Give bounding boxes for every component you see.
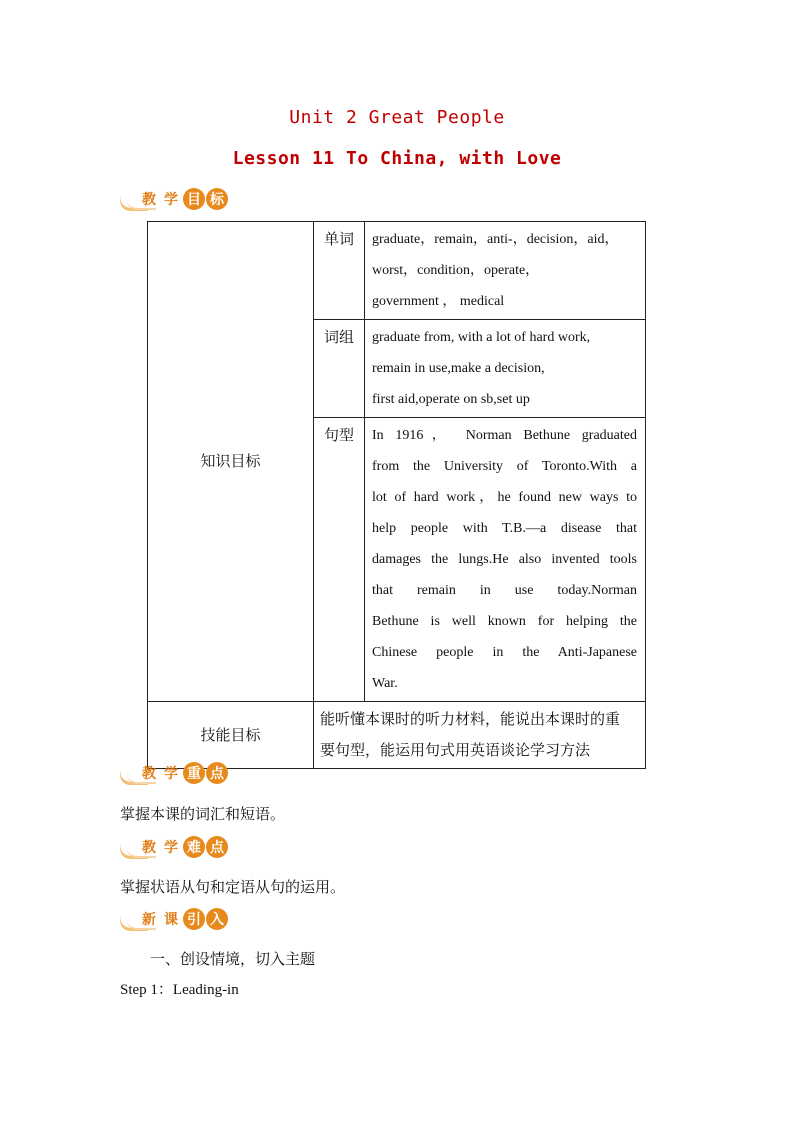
knowledge-objectives-label: 知识目标: [148, 222, 314, 702]
badge-char: 课: [164, 912, 178, 928]
text-line: 要句型，能运用句式用英语谈论学习方法: [320, 741, 591, 759]
phrases-label: 词组: [314, 320, 365, 418]
text-line: worst，condition，operate，: [372, 263, 540, 278]
badge-char: 教: [142, 766, 156, 782]
text-line: lot of hard work，he found new ways to: [372, 490, 637, 505]
text-line: that remain in use today.Norman: [372, 583, 637, 598]
intro-heading: 一、创设情境，切入主题: [150, 950, 316, 968]
badge-char: 重: [183, 762, 205, 784]
text-line: War.: [372, 676, 398, 691]
badge-char: 目: [183, 188, 205, 210]
badge-char: 教: [142, 840, 156, 856]
text-line: first aid,operate on sb,set up: [372, 392, 530, 407]
intro-badge: [118, 908, 238, 932]
badge-char: 入: [206, 908, 228, 930]
badge-char: 学: [164, 840, 178, 856]
difficulties-badge: [118, 836, 238, 860]
text-line: remain in use,make a decision,: [372, 361, 545, 376]
words-label: 单词: [314, 222, 365, 320]
badge-char: 学: [164, 766, 178, 782]
text-line: from the University of Toronto.With a: [372, 459, 637, 474]
text-line: 能听懂本课时的听力材料，能说出本课时的重: [320, 710, 621, 728]
text-line: graduate from, with a lot of hard work,: [372, 330, 591, 345]
badge-char: 点: [206, 836, 228, 858]
unit-title: Unit 2 Great People: [289, 107, 505, 128]
teaching-objectives-badge: [118, 188, 238, 212]
badge-char: 新: [142, 912, 156, 928]
table-row: [148, 222, 646, 320]
words-content: [365, 222, 646, 320]
objectives-table: [147, 221, 646, 769]
badge-char: 难: [183, 836, 205, 858]
badge-char: 学: [164, 192, 178, 208]
badge-char: 教: [142, 192, 156, 208]
key-points-badge: [118, 762, 238, 786]
step-heading: Step 1：Leading-in: [120, 982, 239, 998]
badge-char: 标: [206, 188, 228, 210]
badge-char: 点: [206, 762, 228, 784]
text-line: damages the lungs.He also invented tools: [372, 552, 637, 567]
text-line: help people with T.B.—a disease that: [372, 521, 637, 536]
lesson-title: Lesson 11 To China, with Love: [232, 148, 562, 169]
sentences-content: [365, 418, 646, 702]
skills-content: [314, 702, 646, 769]
text-line: In 1916， Norman Bethune graduated: [372, 428, 637, 443]
text-line: government ， medical: [372, 294, 505, 309]
sentences-label: 句型: [314, 418, 365, 702]
key-points-text: 掌握本课的词汇和短语。: [120, 805, 286, 823]
badge-char: 引: [183, 908, 205, 930]
table-row: [148, 702, 646, 769]
text-line: Bethune is well known for helping the: [372, 614, 637, 629]
difficulties-text: 掌握状语从句和定语从句的运用。: [120, 878, 346, 896]
skills-objectives-label: 技能目标: [148, 702, 314, 769]
phrases-content: [365, 320, 646, 418]
text-line: graduate，remain，anti-，decision，aid，: [372, 232, 619, 247]
text-line: Chinese people in the Anti-Japanese: [372, 645, 637, 660]
